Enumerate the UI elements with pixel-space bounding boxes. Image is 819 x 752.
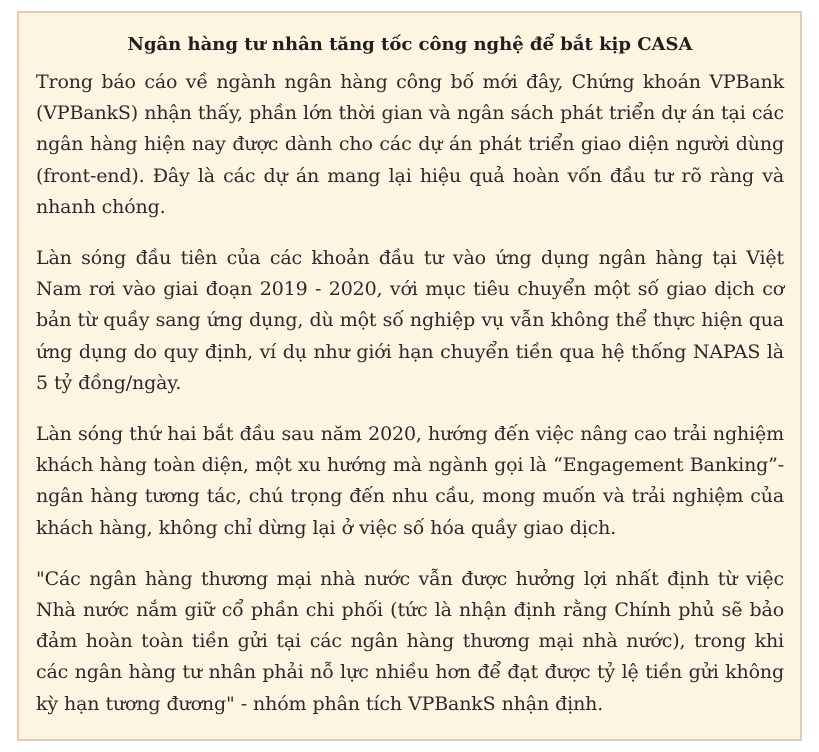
article-paragraph-4: "Các ngân hàng thương mại nhà nước vẫn được hưởng lợi nhất định từ việc Nhà nước nắm giữ cổ phần chi phối (tức là nhận định rằng Chính phủ sẽ bảo đảm hoàn toàn tiền gửi tại các ngân hàng thương mại nhà nước), trong khi các ngân hàng tư nhân phải nỗ lực nhiều hơn để đạt được tỷ lệ tiền gửi không kỳ hạn tương đương" - nhóm phân tích VPBankS nhận định. bbox=[36, 567, 784, 715]
article-paragraph-2: Làn sóng đầu tiên của các khoản đầu tư vào ứng dụng ngân hàng tại Việt Nam rơi vào giai đoạn 2019 - 2020, với mục tiêu chuyển một số giao dịch cơ bản từ quầy sang ứng dụng, dù một số nghiệp vụ vẫn không thể thực hiện qua ứng dụng do quy định, ví dụ như giới hạn chuyển tiền qua hệ thống NAPAS là 5 tỷ đồng/ngày. bbox=[36, 247, 784, 394]
article-box bbox=[17, 11, 802, 741]
article-paragraph-3: Làn sóng thứ hai bắt đầu sau năm 2020, hướng đến việc nâng cao trải nghiệm khách hàng toàn diện, một xu hướng mà ngành gọi là “Engagement Banking”- ngân hàng tương tác, chú trọng đến nhu cầu, mong muốn và trải nghiệm của khách hàng, không chỉ dừng lại ở việc số hóa quầy giao dịch. bbox=[36, 423, 784, 539]
article-paragraph-1: Trong báo cáo về ngành ngân hàng công bố mới đây, Chứng khoán VPBank (VPBankS) nhận thấy, phần lớn thời gian và ngân sách phát triển dự án tại các ngân hàng hiện nay được dành cho các dự án phát triển giao diện người dùng (front-end). Đây là các dự án mang lại hiệu quả hoàn vốn đầu tư rõ ràng và nhanh chóng. bbox=[36, 71, 784, 218]
article-title: Ngân hàng tư nhân tăng tốc công nghệ để bắt kịp CASA bbox=[127, 34, 693, 55]
